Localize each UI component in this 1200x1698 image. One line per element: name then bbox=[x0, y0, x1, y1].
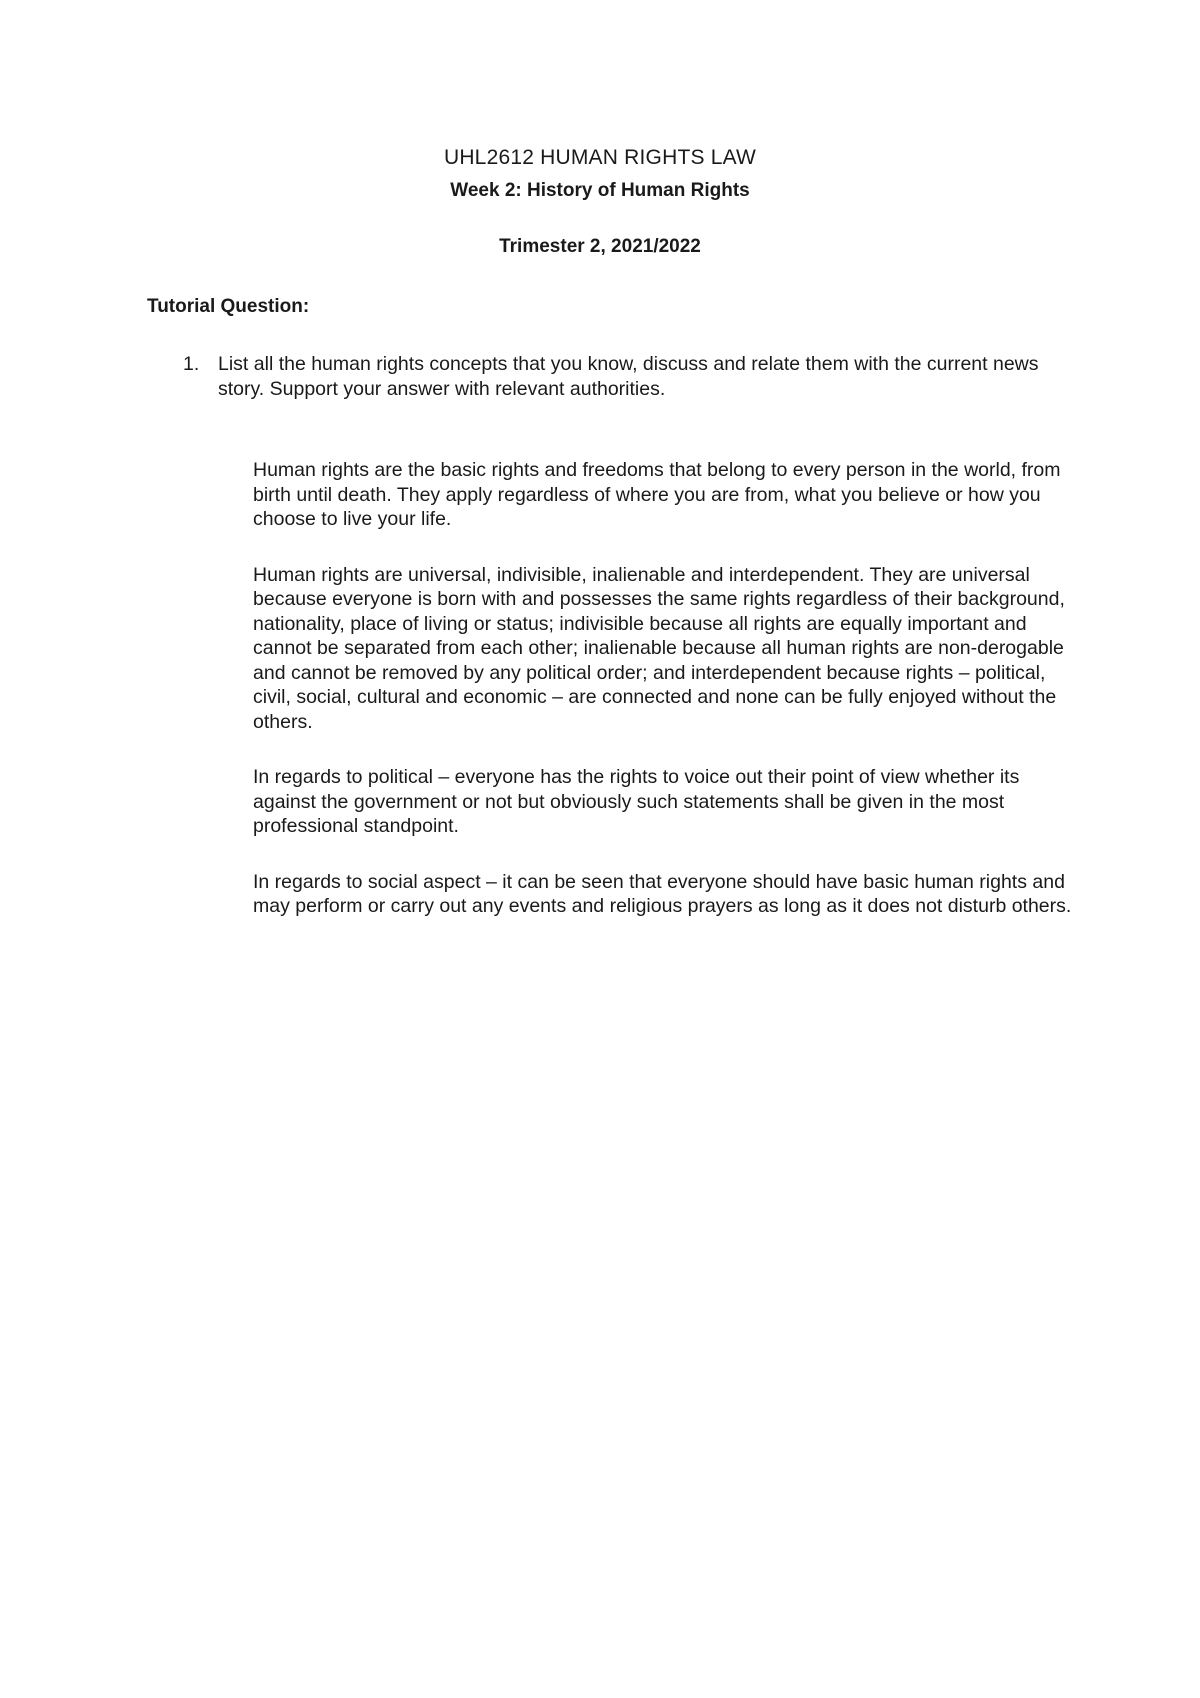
term-label: Trimester 2, 2021/2022 bbox=[499, 236, 701, 257]
question-item bbox=[183, 352, 1073, 402]
answer-paragraph: In regards to political – everyone has the rights to voice out their point of view whether its against the government or not but obviously such statements shall be given in the most professional standpoint. bbox=[253, 766, 1020, 837]
question-text: List all the human rights concepts that you know, discuss and relate them with the current news story. Support your answer with relevant authorities. bbox=[218, 353, 1039, 400]
question-number: 1. bbox=[183, 353, 200, 375]
answer-paragraph: Human rights are the basic rights and freedoms that belong to every person in the world, from birth until death. They apply regardless of where you are from, what you believe or how you choose to live your life. bbox=[253, 459, 1061, 530]
answer-paragraph: Human rights are universal, indivisible, inalienable and interdependent. They are universal because everyone is born with and possesses the same rights regardless of their background, nationality, place of living or status; indivisible because all rights are equally important and cannot be separated from each other; inalienable because all human rights are non-derogable and cannot be removed by any political order; and interdependent because rights – political, civil, social, cultural and economic – are connected and none can be fully enjoyed without the others. bbox=[253, 563, 1065, 733]
answer-paragraph: In regards to social aspect – it can be seen that everyone should have basic human rights and may perform or carry out any events and religious prayers as long as it does not disturb others. bbox=[253, 870, 1072, 917]
week-title: Week 2: History of Human Rights bbox=[450, 180, 750, 201]
course-title: UHL2612 HUMAN RIGHTS LAW bbox=[443, 146, 757, 169]
answer-body bbox=[253, 458, 1073, 950]
tutorial-heading: Tutorial Question: bbox=[147, 296, 310, 317]
